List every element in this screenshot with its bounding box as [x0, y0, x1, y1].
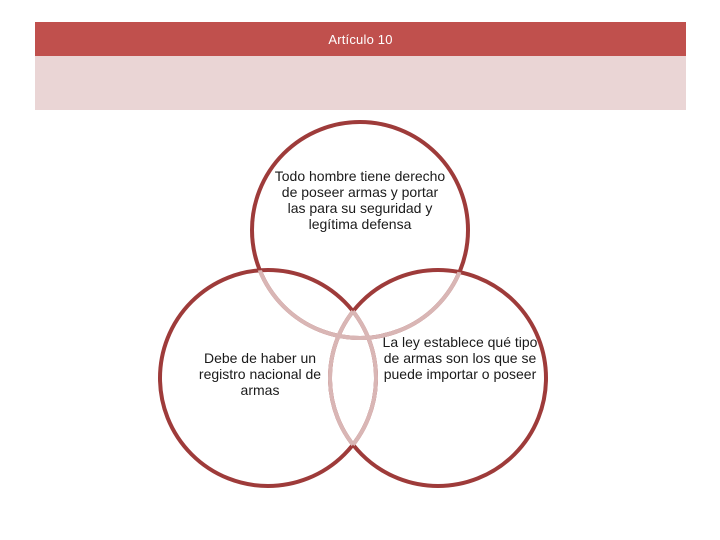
circle-top-text: Todo hombre tiene derecho de poseer armas y portar las para su seguridad y legítima defensa — [274, 168, 446, 232]
slide-title: Artículo 10 — [328, 31, 393, 47]
circle-left-text: Debe de haber un registro nacional de armas — [198, 350, 322, 398]
circle-right-text: La ley establece qué tipo de armas son los que se puede importar o poseer — [382, 334, 538, 382]
